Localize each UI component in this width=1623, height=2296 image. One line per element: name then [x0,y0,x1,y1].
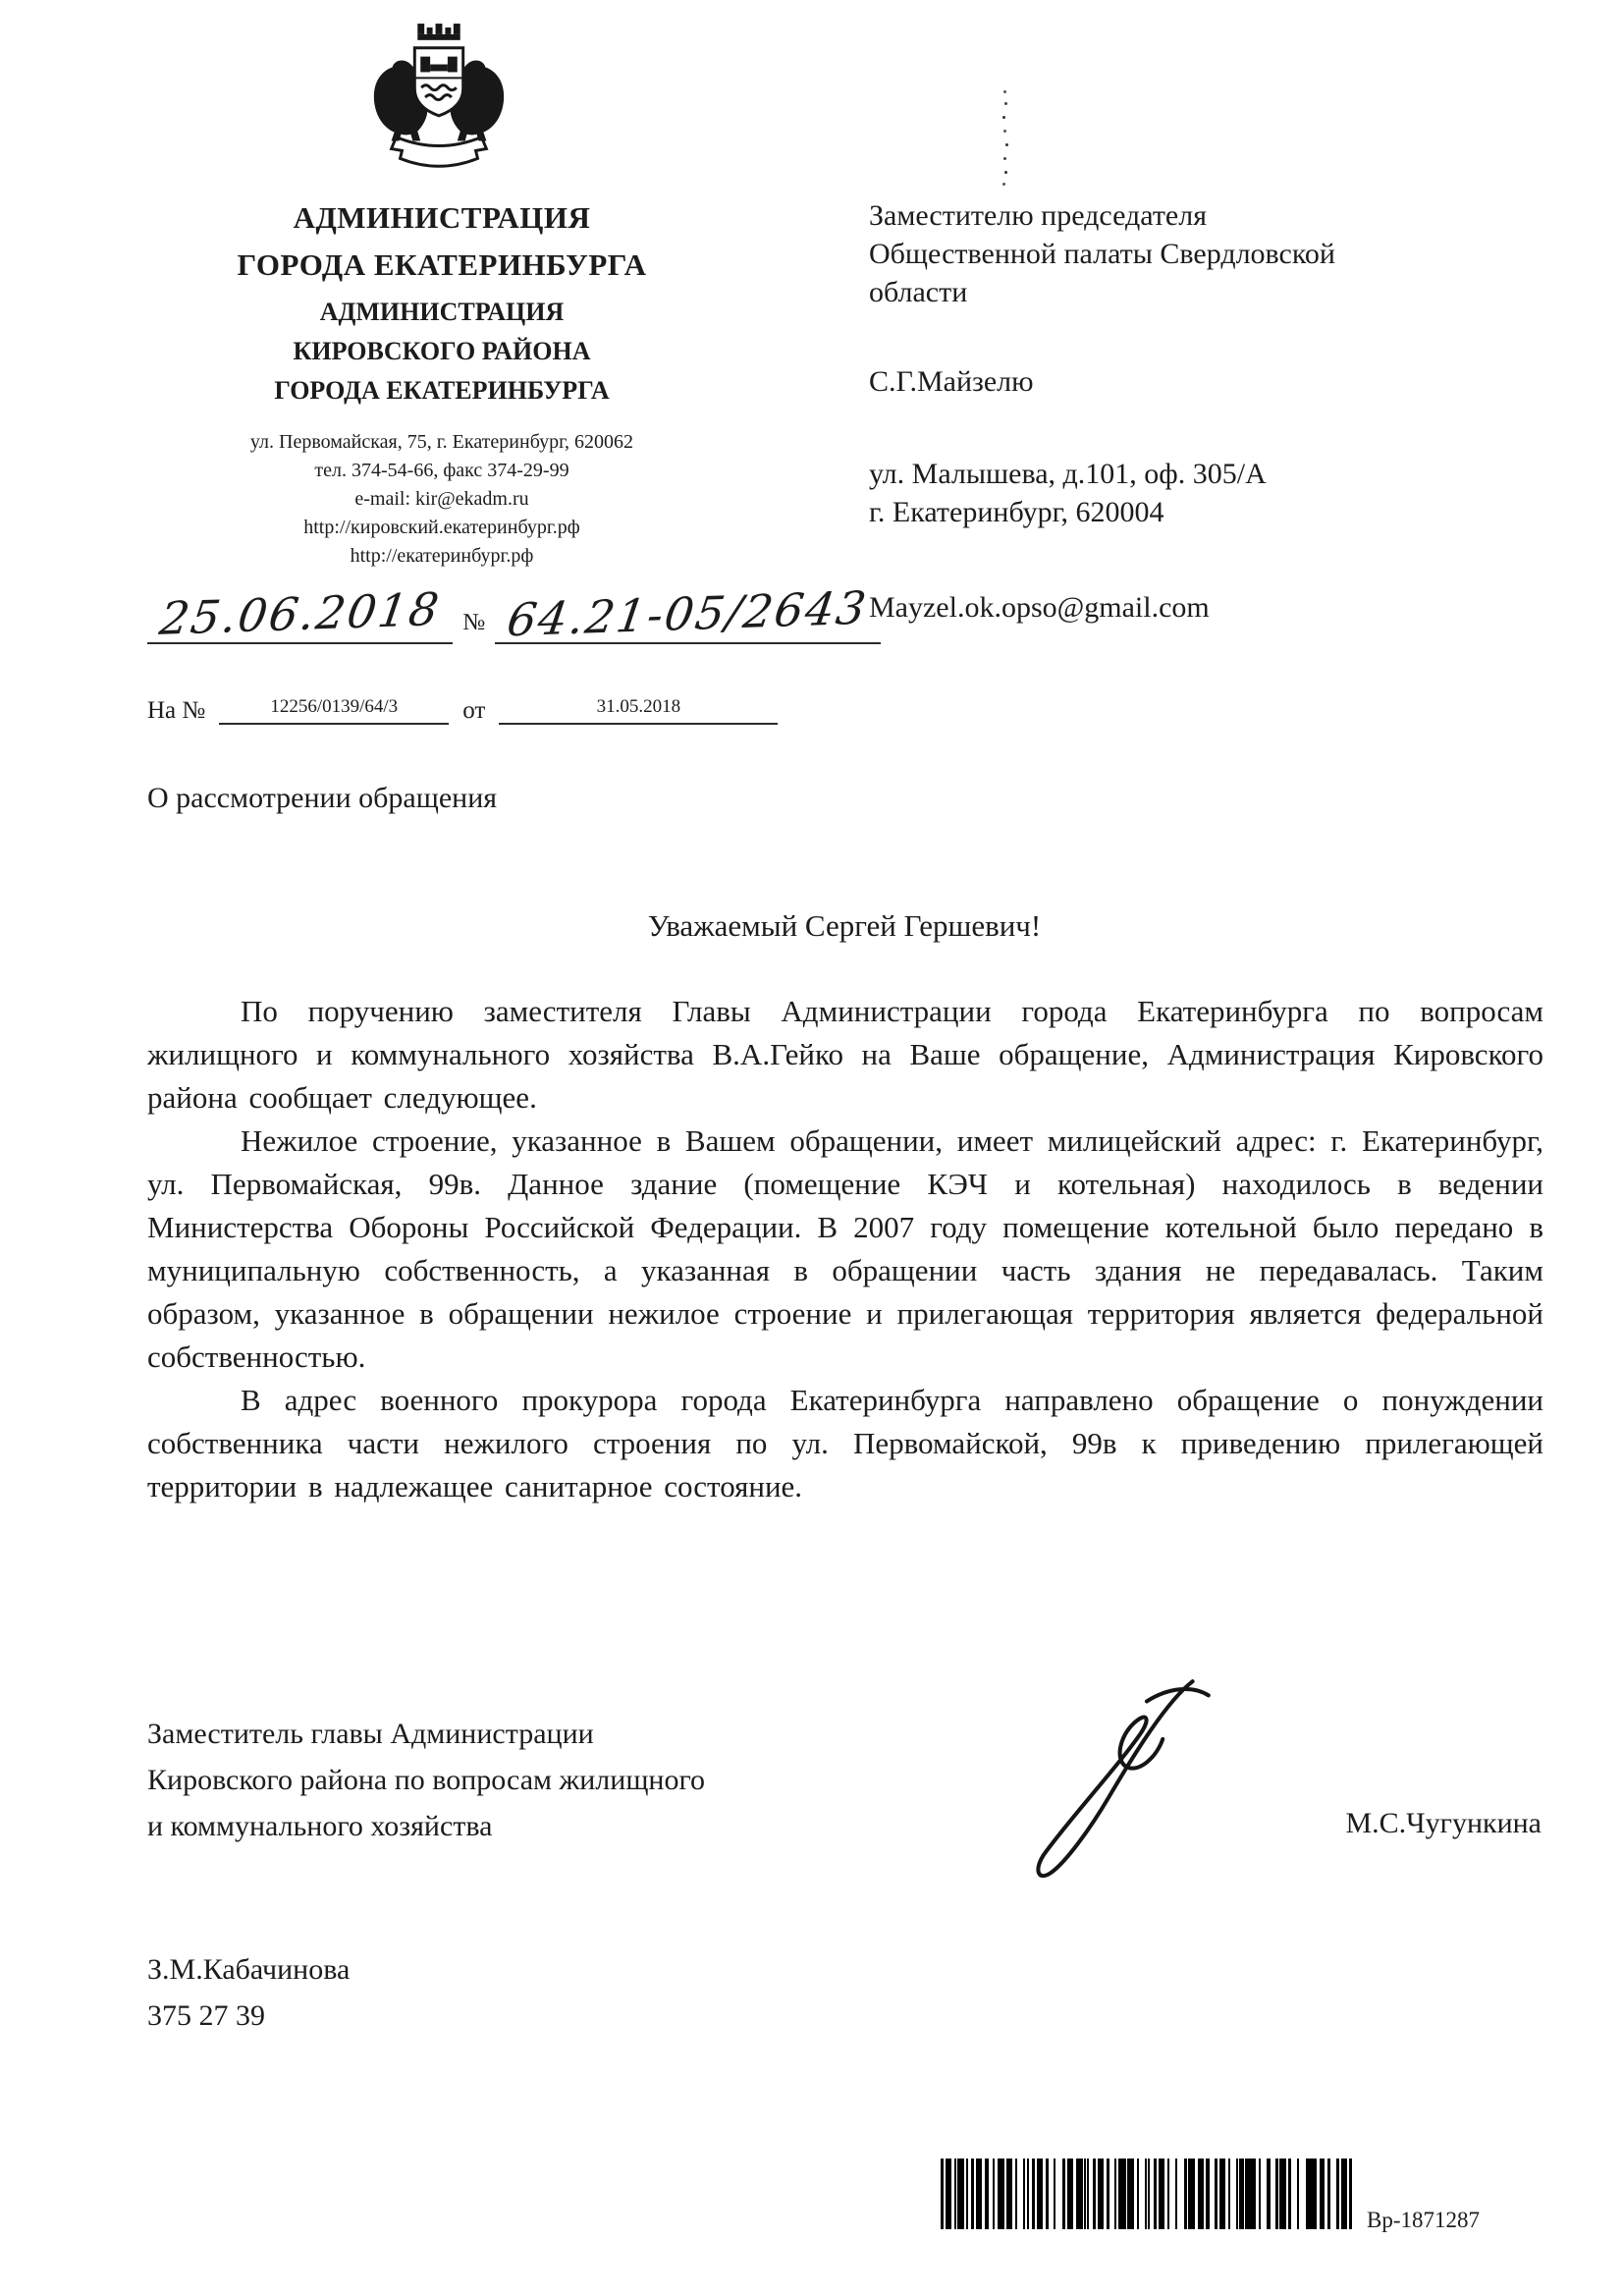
salutation: Уважаемый Сергей Гершевич! [647,908,1042,943]
letterhead-website-1: http://кировский.екатеринбург.рф [303,517,580,538]
number-sign: № [462,610,486,635]
body-paragraph-3: В адрес военного прокурора города Екатеринбурга направлено обращение о понуждении собственника части нежилого строения по ул. Первомайской, 99в к приведению прилегающей территории в надлежащее санитарное состояние. [147,1383,1543,1503]
letterhead-contacts [116,428,768,571]
recipient-block [869,196,1497,627]
outgoing-date-handwritten: 25.06.2018 [156,582,444,645]
body-paragraph-1: По поручению заместителя Главы Администрации города Екатеринбурга по вопросам жилищного и коммунального хозяйства В.А.Гейко на Ваше обращение, Администрация Кировского района сообщает следующее. [147,994,1543,1115]
body-paragraph-2: Нежилое строение, указанное в Вашем обращении, имеет милицейский адрес: г. Екатеринбург, ул. Первомайская, 99в. Данное здание (помещение КЭЧ и котельная) находилось в ведении Министерства Обороны Российской Федерации. В 2007 году помещение котельной было передано в муниципальную собственность, а указанная в обращении часть здания не передавалась. Таким образом, указанное в обращении нежилое строение и прилегающая территория является федеральной собственностью. [147,1123,1543,1374]
division-name-line3: ГОРОДА ЕКАТЕРИНБУРГА [274,376,610,405]
reference-label: На № [147,697,206,724]
barcode [941,2159,1357,2229]
coat-of-arms-icon [361,20,516,191]
recipient-position-line3: области [869,276,968,308]
outgoing-date-slot [147,582,453,645]
letterhead-email: e-mail: kir@ekadm.ru [354,488,529,510]
org-name-line1: АДМИНИСТРАЦИЯ [293,200,591,235]
signer-title-line3: и коммунального хозяйства [147,1810,493,1842]
recipient-name: С.Г.Майзелю [869,365,1034,398]
executor-block [147,1946,350,2039]
signer-title-line2: Кировского района по вопросам жилищного [147,1764,706,1796]
letterhead-address: ул. Первомайская, 75, г. Екатеринбург, 620062 [249,431,634,453]
reference-line [147,691,778,725]
reference-date-slot [499,691,778,725]
reference-number: 12256/0139/64/3 [270,696,399,717]
recipient-email: Mayzel.ok.opso@gmail.com [869,591,1210,624]
org-name-line2: ГОРОДА ЕКАТЕРИНБУРГА [237,247,647,282]
signer-name: М.С.Чугункина [1345,1807,1542,1839]
letterhead-website-2: http://екатеринбург.рф [350,545,534,567]
signer-title-line1: Заместитель главы Администрации [147,1718,594,1750]
outgoing-number-handwritten: 64.21-05/2643 [504,580,872,647]
signature-scribble [997,1667,1227,1891]
subject-line: О рассмотрении обращения [147,782,498,814]
reference-date: 31.05.2018 [596,696,681,717]
outgoing-number-slot [495,580,880,647]
executor-phone: 375 27 39 [147,1999,265,2032]
reference-ot-label: от [462,697,486,724]
recipient-address-line1: ул. Малышева, д.101, оф. 305/А [869,458,1267,490]
barcode-label: Вр-1871287 [1367,2208,1480,2232]
executor-name: З.М.Кабачинова [147,1953,351,1986]
signer-title [147,1711,705,1849]
letterhead-phone-fax: тел. 374-54-66, факс 374-29-99 [314,460,569,481]
scan-artifact-dots [1003,90,1006,93]
outgoing-number-line [147,580,881,647]
letterhead [116,194,768,571]
recipient-position-line1: Заместителю председателя [869,199,1208,232]
division-name-line1: АДМИНИСТРАЦИЯ [319,298,565,326]
reference-number-slot [219,691,449,725]
recipient-position-line2: Общественной палаты Свердловской [869,238,1335,270]
letter-body [147,990,1543,1508]
recipient-address-line2: г. Екатеринбург, 620004 [869,496,1164,528]
division-name-line2: КИРОВСКОГО РАЙОНА [293,337,591,365]
